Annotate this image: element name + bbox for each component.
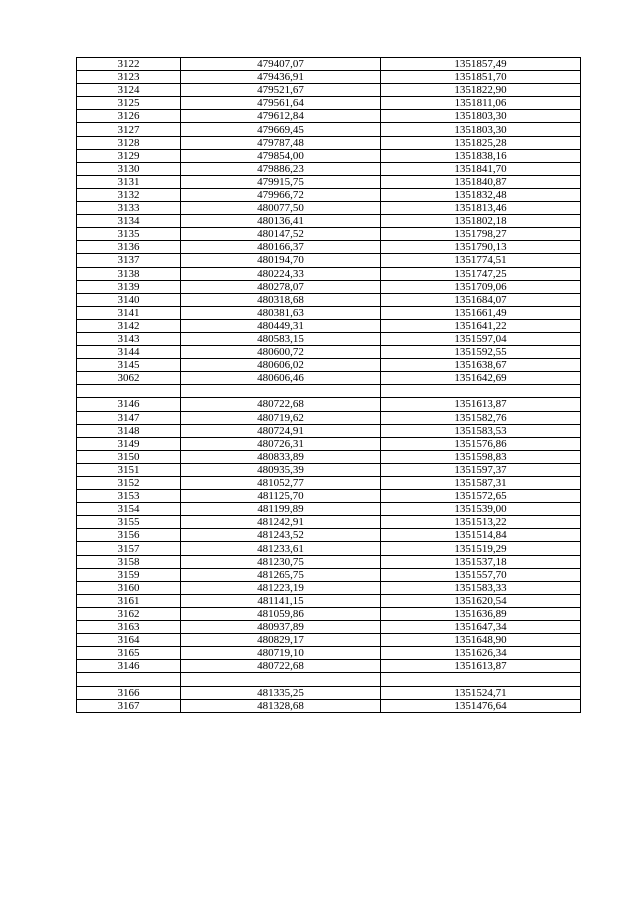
x-coordinate-cell: 481125,70 [181, 490, 381, 503]
y-coordinate-cell: 1351539,00 [381, 503, 581, 516]
x-coordinate-cell: 480318,68 [181, 293, 381, 306]
x-coordinate-cell: 480937,89 [181, 621, 381, 634]
point-number-cell: 3126 [77, 110, 181, 123]
x-coordinate-cell: 480935,39 [181, 463, 381, 476]
y-coordinate-cell: 1351684,07 [381, 293, 581, 306]
point-number-cell: 3157 [77, 542, 181, 555]
point-number-cell: 3166 [77, 686, 181, 699]
x-coordinate-cell: 480077,50 [181, 202, 381, 215]
table-row [77, 359, 581, 372]
y-coordinate-cell: 1351822,90 [381, 84, 581, 97]
x-coordinate-cell [181, 385, 381, 398]
y-coordinate-cell: 1351825,28 [381, 136, 581, 149]
point-number-cell: 3137 [77, 254, 181, 267]
x-coordinate-cell: 481335,25 [181, 686, 381, 699]
table-row [77, 450, 581, 463]
x-coordinate-cell: 481223,19 [181, 581, 381, 594]
x-coordinate-cell: 480719,62 [181, 411, 381, 424]
y-coordinate-cell: 1351774,51 [381, 254, 581, 267]
y-coordinate-cell: 1351626,34 [381, 647, 581, 660]
y-coordinate-cell: 1351709,06 [381, 280, 581, 293]
y-coordinate-cell: 1351587,31 [381, 477, 581, 490]
y-coordinate-cell: 1351851,70 [381, 71, 581, 84]
y-coordinate-cell: 1351514,84 [381, 529, 581, 542]
x-coordinate-cell: 480719,10 [181, 647, 381, 660]
x-coordinate-cell: 479854,00 [181, 149, 381, 162]
y-coordinate-cell: 1351572,65 [381, 490, 581, 503]
point-number-cell: 3062 [77, 372, 181, 385]
table-row [77, 581, 581, 594]
point-number-cell: 3143 [77, 332, 181, 345]
x-coordinate-cell: 480147,52 [181, 228, 381, 241]
table-row [77, 594, 581, 607]
y-coordinate-cell: 1351647,34 [381, 621, 581, 634]
point-number-cell: 3159 [77, 568, 181, 581]
table-row [77, 332, 581, 345]
x-coordinate-cell: 481243,52 [181, 529, 381, 542]
point-number-cell: 3156 [77, 529, 181, 542]
table-row [77, 424, 581, 437]
point-number-cell: 3134 [77, 215, 181, 228]
table-row [77, 280, 581, 293]
table-row [77, 215, 581, 228]
table-row [77, 529, 581, 542]
table-row [77, 503, 581, 516]
y-coordinate-cell: 1351598,83 [381, 450, 581, 463]
x-coordinate-cell: 480722,68 [181, 660, 381, 673]
y-coordinate-cell: 1351857,49 [381, 58, 581, 71]
x-coordinate-cell: 480606,46 [181, 372, 381, 385]
table-row [77, 607, 581, 620]
table-row [77, 241, 581, 254]
point-number-cell: 3141 [77, 306, 181, 319]
y-coordinate-cell: 1351803,30 [381, 123, 581, 136]
table-row [77, 398, 581, 411]
table-row [77, 411, 581, 424]
x-coordinate-cell: 480829,17 [181, 634, 381, 647]
x-coordinate-cell: 481230,75 [181, 555, 381, 568]
y-coordinate-cell: 1351537,18 [381, 555, 581, 568]
x-coordinate-cell: 480600,72 [181, 346, 381, 359]
point-number-cell: 3154 [77, 503, 181, 516]
x-coordinate-cell: 480136,41 [181, 215, 381, 228]
x-coordinate-cell: 481199,89 [181, 503, 381, 516]
point-number-cell: 3136 [77, 241, 181, 254]
x-coordinate-cell: 479521,67 [181, 84, 381, 97]
table-row [77, 306, 581, 319]
y-coordinate-cell: 1351519,29 [381, 542, 581, 555]
table-row [77, 463, 581, 476]
point-number-cell: 3142 [77, 319, 181, 332]
x-coordinate-cell: 479612,84 [181, 110, 381, 123]
y-coordinate-cell: 1351476,64 [381, 699, 581, 712]
x-coordinate-cell: 480278,07 [181, 280, 381, 293]
y-coordinate-cell: 1351576,86 [381, 437, 581, 450]
y-coordinate-cell: 1351832,48 [381, 188, 581, 201]
y-coordinate-cell: 1351513,22 [381, 516, 581, 529]
table-row [77, 319, 581, 332]
table-row [77, 293, 581, 306]
y-coordinate-cell: 1351641,22 [381, 319, 581, 332]
point-number-cell: 3146 [77, 398, 181, 411]
point-number-cell: 3149 [77, 437, 181, 450]
point-number-cell: 3164 [77, 634, 181, 647]
table-row [77, 123, 581, 136]
table-row [77, 437, 581, 450]
table-row [77, 110, 581, 123]
y-coordinate-cell: 1351557,70 [381, 568, 581, 581]
point-number-cell: 3130 [77, 162, 181, 175]
y-coordinate-cell: 1351592,55 [381, 346, 581, 359]
table-row [77, 175, 581, 188]
x-coordinate-cell: 479886,23 [181, 162, 381, 175]
y-coordinate-cell: 1351661,49 [381, 306, 581, 319]
point-number-cell [77, 673, 181, 686]
point-number-cell: 3161 [77, 594, 181, 607]
point-number-cell: 3165 [77, 647, 181, 660]
y-coordinate-cell: 1351648,90 [381, 634, 581, 647]
table-row [77, 346, 581, 359]
point-number-cell [77, 385, 181, 398]
y-coordinate-cell: 1351597,04 [381, 332, 581, 345]
table-row [77, 542, 581, 555]
separator-row [77, 673, 581, 686]
point-number-cell: 3150 [77, 450, 181, 463]
point-number-cell: 3138 [77, 267, 181, 280]
y-coordinate-cell: 1351583,33 [381, 581, 581, 594]
point-number-cell: 3167 [77, 699, 181, 712]
x-coordinate-cell: 480224,33 [181, 267, 381, 280]
x-coordinate-cell: 480449,31 [181, 319, 381, 332]
table-row [77, 149, 581, 162]
x-coordinate-cell: 479966,72 [181, 188, 381, 201]
y-coordinate-cell: 1351841,70 [381, 162, 581, 175]
y-coordinate-cell: 1351620,54 [381, 594, 581, 607]
x-coordinate-cell: 479436,91 [181, 71, 381, 84]
point-number-cell: 3132 [77, 188, 181, 201]
table-row [77, 516, 581, 529]
table-row [77, 477, 581, 490]
table-row [77, 699, 581, 712]
x-coordinate-cell: 479787,48 [181, 136, 381, 149]
table-row [77, 372, 581, 385]
y-coordinate-cell: 1351582,76 [381, 411, 581, 424]
y-coordinate-cell: 1351636,89 [381, 607, 581, 620]
y-coordinate-cell: 1351811,06 [381, 97, 581, 110]
point-number-cell: 3140 [77, 293, 181, 306]
point-number-cell: 3124 [77, 84, 181, 97]
y-coordinate-cell: 1351524,71 [381, 686, 581, 699]
table-row [77, 202, 581, 215]
table-row [77, 84, 581, 97]
point-number-cell: 3158 [77, 555, 181, 568]
y-coordinate-cell: 1351803,30 [381, 110, 581, 123]
x-coordinate-cell: 481233,61 [181, 542, 381, 555]
x-coordinate-cell: 480166,37 [181, 241, 381, 254]
x-coordinate-cell: 481265,75 [181, 568, 381, 581]
y-coordinate-cell: 1351790,13 [381, 241, 581, 254]
table-row [77, 58, 581, 71]
point-number-cell: 3123 [77, 71, 181, 84]
separator-row [77, 385, 581, 398]
table-row [77, 71, 581, 84]
point-number-cell: 3139 [77, 280, 181, 293]
x-coordinate-cell: 480381,63 [181, 306, 381, 319]
x-coordinate-cell: 480722,68 [181, 398, 381, 411]
table-row [77, 97, 581, 110]
table-row [77, 660, 581, 673]
y-coordinate-cell: 1351613,87 [381, 660, 581, 673]
table-row [77, 267, 581, 280]
x-coordinate-cell: 481242,91 [181, 516, 381, 529]
point-number-cell: 3162 [77, 607, 181, 620]
point-number-cell: 3148 [77, 424, 181, 437]
x-coordinate-cell: 481052,77 [181, 477, 381, 490]
point-number-cell: 3135 [77, 228, 181, 241]
y-coordinate-cell: 1351613,87 [381, 398, 581, 411]
y-coordinate-cell: 1351583,53 [381, 424, 581, 437]
y-coordinate-cell: 1351597,37 [381, 463, 581, 476]
x-coordinate-cell: 479669,45 [181, 123, 381, 136]
x-coordinate-cell: 481141,15 [181, 594, 381, 607]
coordinates-table-body [77, 58, 581, 713]
table-row [77, 490, 581, 503]
table-row [77, 188, 581, 201]
table-row [77, 162, 581, 175]
table-row [77, 568, 581, 581]
point-number-cell: 3147 [77, 411, 181, 424]
y-coordinate-cell [381, 673, 581, 686]
point-number-cell: 3125 [77, 97, 181, 110]
table-row [77, 228, 581, 241]
y-coordinate-cell: 1351840,87 [381, 175, 581, 188]
point-number-cell: 3144 [77, 346, 181, 359]
x-coordinate-cell: 481059,86 [181, 607, 381, 620]
y-coordinate-cell: 1351838,16 [381, 149, 581, 162]
point-number-cell: 3152 [77, 477, 181, 490]
point-number-cell: 3153 [77, 490, 181, 503]
x-coordinate-cell: 480833,89 [181, 450, 381, 463]
x-coordinate-cell: 481328,68 [181, 699, 381, 712]
table-row [77, 136, 581, 149]
table-row [77, 686, 581, 699]
table-row [77, 621, 581, 634]
x-coordinate-cell: 480724,91 [181, 424, 381, 437]
point-number-cell: 3155 [77, 516, 181, 529]
point-number-cell: 3129 [77, 149, 181, 162]
point-number-cell: 3122 [77, 58, 181, 71]
point-number-cell: 3146 [77, 660, 181, 673]
table-row [77, 634, 581, 647]
y-coordinate-cell: 1351798,27 [381, 228, 581, 241]
x-coordinate-cell [181, 673, 381, 686]
y-coordinate-cell: 1351747,25 [381, 267, 581, 280]
y-coordinate-cell: 1351802,18 [381, 215, 581, 228]
point-number-cell: 3160 [77, 581, 181, 594]
point-number-cell: 3131 [77, 175, 181, 188]
y-coordinate-cell: 1351642,69 [381, 372, 581, 385]
coordinates-table [76, 57, 581, 713]
table-row [77, 647, 581, 660]
table-row [77, 254, 581, 267]
x-coordinate-cell: 480194,70 [181, 254, 381, 267]
x-coordinate-cell: 480583,15 [181, 332, 381, 345]
point-number-cell: 3163 [77, 621, 181, 634]
x-coordinate-cell: 479407,07 [181, 58, 381, 71]
x-coordinate-cell: 480606,02 [181, 359, 381, 372]
point-number-cell: 3151 [77, 463, 181, 476]
table-row [77, 555, 581, 568]
x-coordinate-cell: 479561,64 [181, 97, 381, 110]
point-number-cell: 3133 [77, 202, 181, 215]
point-number-cell: 3128 [77, 136, 181, 149]
y-coordinate-cell: 1351813,46 [381, 202, 581, 215]
point-number-cell: 3145 [77, 359, 181, 372]
y-coordinate-cell: 1351638,67 [381, 359, 581, 372]
x-coordinate-cell: 479915,75 [181, 175, 381, 188]
x-coordinate-cell: 480726,31 [181, 437, 381, 450]
point-number-cell: 3127 [77, 123, 181, 136]
y-coordinate-cell [381, 385, 581, 398]
